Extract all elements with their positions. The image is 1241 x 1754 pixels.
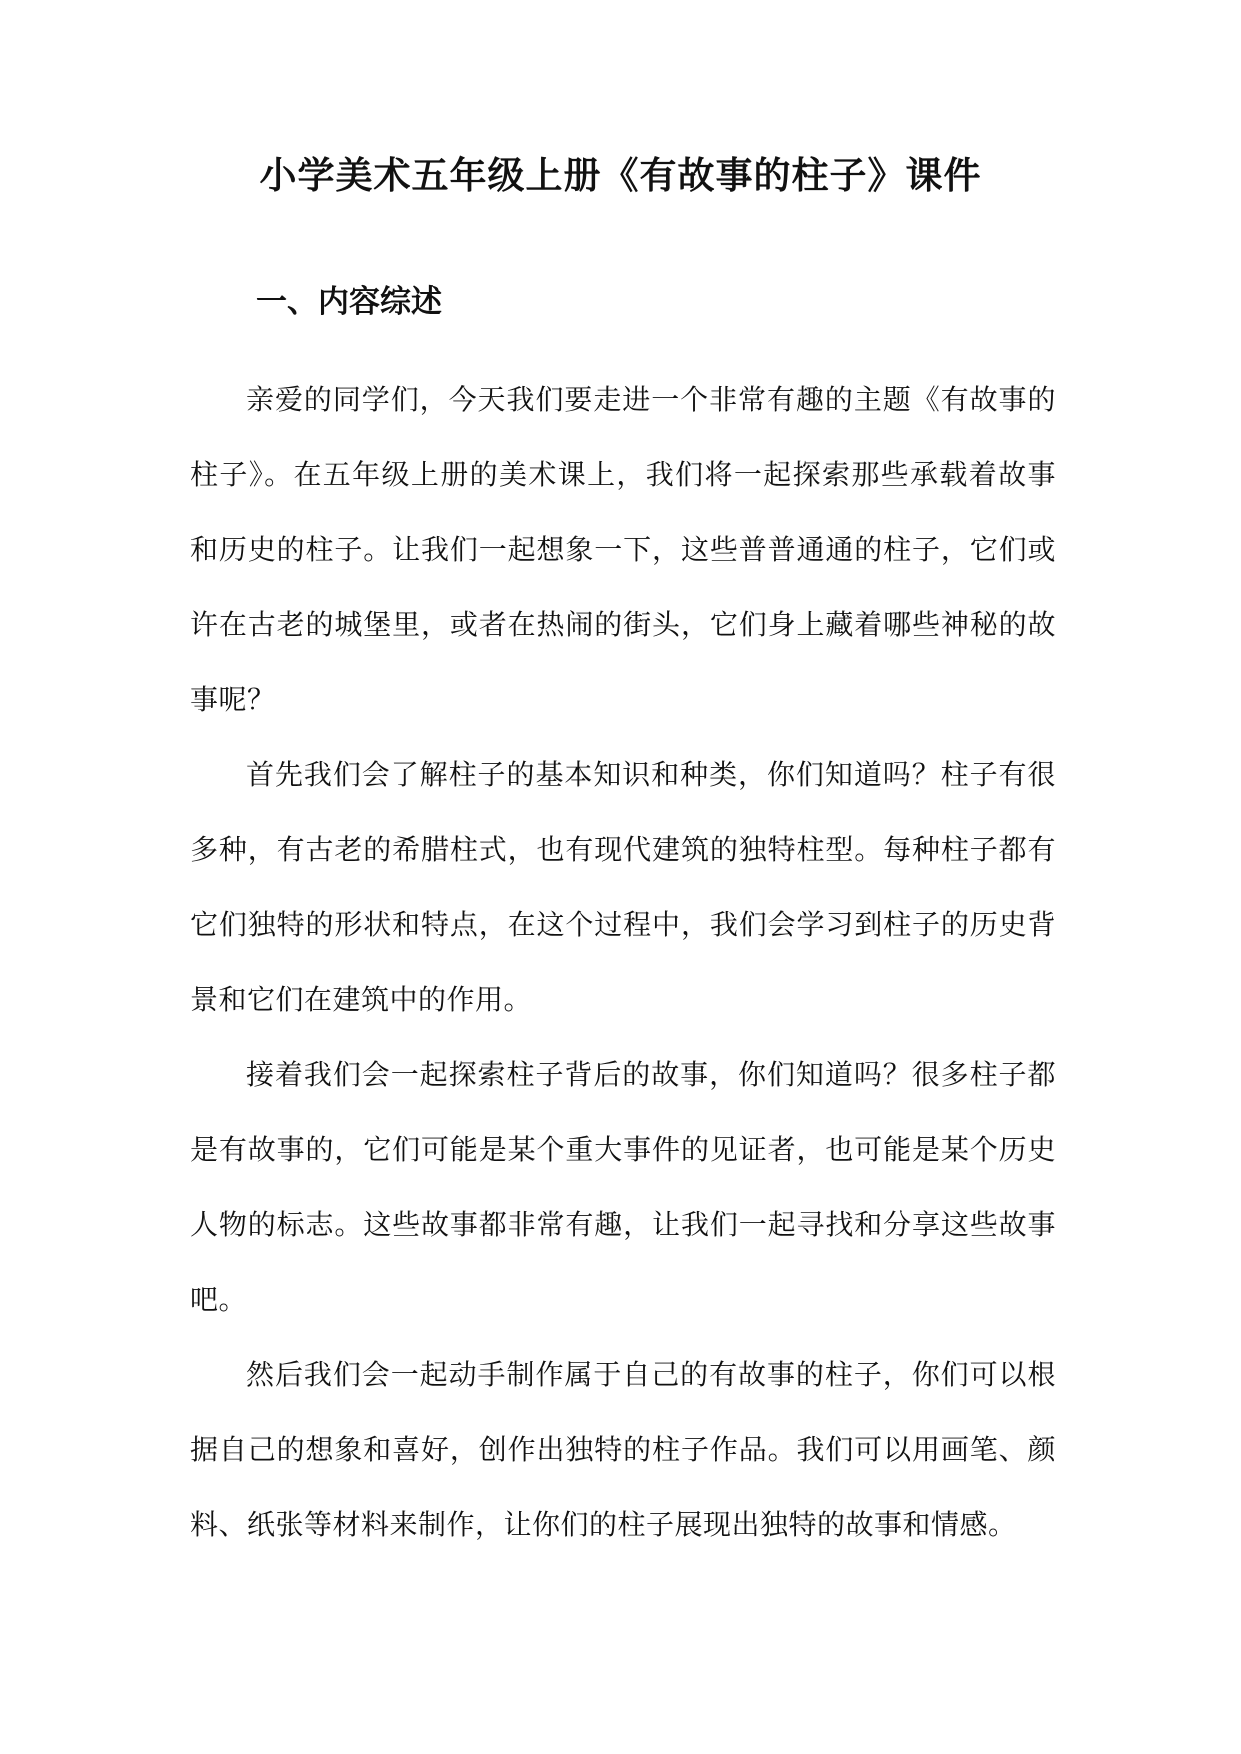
- page-title: 小学美术五年级上册《有故事的柱子》课件: [259, 153, 982, 197]
- paragraph-4: 然后我们会一起动手制作属于自己的有故事的柱子，你们可以根据自己的想象和喜好，创作出独特的柱子作品。我们可以用画笔、颜料、纸张等材料来制作，让你们的柱子展现出独特的故事和情感。: [190, 1358, 1056, 1541]
- section-heading: 一、内容综述: [256, 284, 442, 320]
- paragraph-1: 亲爱的同学们，今天我们要走进一个非常有趣的主题《有故事的柱子》。在五年级上册的美术课上，我们将一起探索那些承载着故事和历史的柱子。让我们一起想象一下，这些普普通通的柱子，它们或许在古老的城堡里，或者在热闹的街头，它们身上藏着哪些神秘的故事呢？: [190, 383, 1056, 716]
- body-text: [190, 362, 1056, 1562]
- paragraph-2: 首先我们会了解柱子的基本知识和种类，你们知道吗？柱子有很多种，有古老的希腊柱式，也有现代建筑的独特柱型。每种柱子都有它们独特的形状和特点，在这个过程中，我们会学习到柱子的历史背景和它们在建筑中的作用。: [190, 758, 1056, 1016]
- paragraph-3: 接着我们会一起探索柱子背后的故事，你们知道吗？很多柱子都是有故事的，它们可能是某个重大事件的见证者，也可能是某个历史人物的标志。这些故事都非常有趣，让我们一起寻找和分享这些故事吧。: [190, 1058, 1056, 1316]
